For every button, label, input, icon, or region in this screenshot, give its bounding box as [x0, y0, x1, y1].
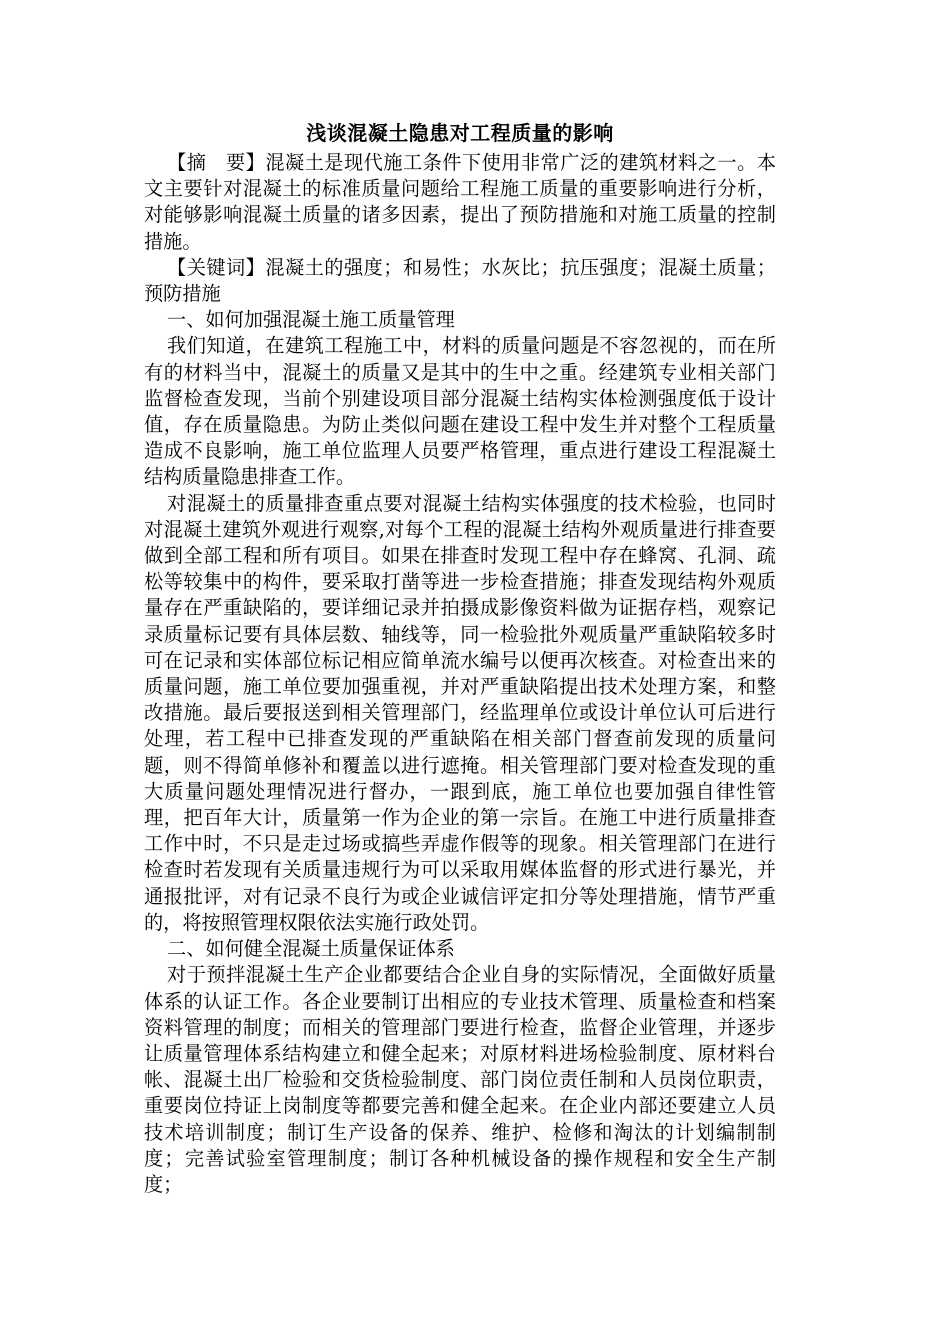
- document-title: 浅谈混凝土隐患对工程质量的影响: [306, 121, 614, 145]
- abstract-text: 混凝土是现代施工条件下使用非常广泛的建筑材料之一。本文主要针对混凝土的标准质量问题给工程施工质量的重要影响进行分析，对能够影响混凝土质量的诸多因素，提出了预防措施和对施工质量的控制措施。: [144, 151, 776, 253]
- keywords-paragraph: [144, 255, 776, 307]
- section-2-heading: 二、如何健全混凝土质量保证体系: [167, 937, 455, 961]
- section-1-paragraph-2: 对混凝土的质量排查重点要对混凝土结构实体强度的技术检验，也同时对混凝土建筑外观进行观察,对每个工程的混凝土结构外观质量进行排查要做到全部工程和所有项目。如果在排查时发现工程中存在蜂窝、孔洞、疏松等较集中的构件，要采取打凿等进一步检查措施；排查发现结构外观质量存在严重缺陷的，要详细记录并拍摄成影像资料做为证据存档，观察记录质量标记要有具体层数、轴线等，同一检验批外观质量严重缺陷较多时可在记录和实体部位标记相应简单流水编号以便再次核查。对检查出来的质量问题，施工单位要加强重视，并对严重缺陷提出技术处理方案，和整改措施。最后要报送到相关管理部门，经监理单位或设计单位认可后进行处理，若工程中已排查发现的严重缺陷在相关部门督查前发现的质量问题，则不得简单修补和覆盖以进行遮掩。相关管理部门要对检查发现的重大质量问题处理情况进行督办，一跟到底，施工单位也要加强自律性管理，把百年大计，质量第一作为企业的第一宗旨。在施工中进行质量排查工作中时，不只是走过场或搞些弄虚作假等的现象。相关管理部门在进行检查时若发现有关质量违规行为可以采取用媒体监督的形式进行暴光，并通报批评，对有记录不良行为或企业诚信评定扣分等处理措施，情节严重的，将按照管理权限依法实施行政处罚。: [144, 491, 776, 934]
- section-2-paragraph-1: 对于预拌混凝土生产企业都要结合企业自身的实际情况，全面做好质量体系的认证工作。各企业要制订出相应的专业技术管理、质量检查和档案资料管理的制度；而相关的管理部门要进行检查，监督企业管理，并逐步让质量管理体系结构建立和健全起来；对原材料进场检验制度、原材料台帐、混凝土出厂检验和交货检验制度、部门岗位责任制和人员岗位职责，重要岗位持证上岗制度等都要完善和健全起来。在企业内部还要建立人员技术培训制度；制订生产设备的保养、维护、检修和淘汰的计划编制制度；完善试验室管理制度；制订各种机械设备的操作规程和安全生产制度；: [144, 963, 776, 1196]
- document-page: [144, 118, 776, 1198]
- keywords-label: 【关键词】: [167, 255, 266, 279]
- abstract-label: 【摘 要】: [167, 151, 266, 174]
- keywords-text: 混凝土的强度；和易性；水灰比；抗压强度；混凝土质量；预防措施: [144, 255, 776, 306]
- section-1-paragraph-1: 我们知道，在建筑工程施工中，材料的质量问题是不容忽视的，而在所有的材料当中，混凝土的质量又是其中的生中之重。经建筑专业相关部门监督检查发现，当前个别建设项目部分混凝土结构实体检测强度低于设计值，存在质量隐患。为防止类似问题在建设工程中发生并对整个工程质量造成不良影响，施工单位监理人员要严格管理，重点进行建设工程混凝土结构质量隐患排查工作。: [144, 334, 776, 489]
- abstract-paragraph: [144, 150, 776, 255]
- section-1-heading: 一、如何加强混凝土施工质量管理: [167, 308, 455, 332]
